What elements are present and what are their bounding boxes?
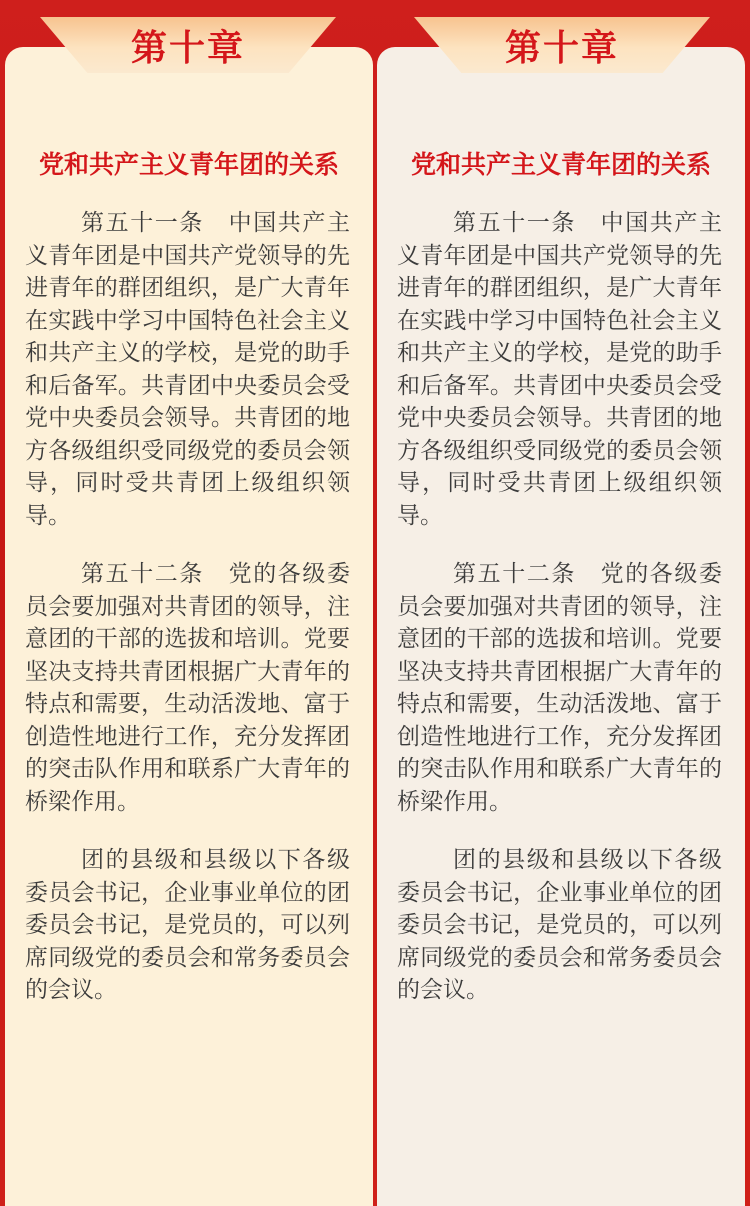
chapter-title: 党和共产主义青年团的关系 [410,150,711,179]
paragraph-article-52: 第五十二条 党的各级委员会要加强对共青团的领导，注意团的干部的选拔和培训。党要坚决支持共青团根据广大青年的特点和需要，生动活泼地、富于创造性地进行工作，充分发挥团的突击队作用和联系广大青年的桥梁作用。 [397,561,722,815]
chapter-tab [414,17,710,73]
paragraph-article-51: 第五十一条 中国共产主义青年团是中国共产党领导的先进青年的群团组织，是广大青年在实践中学习中国特色社会主义和共产主义的学校，是党的助手和后备军。共青团中央委员会受党中央委员会领导。共青团的地方各级组织受同级党的委员会领导，同时受共青团上级组织领导。 [397,210,722,529]
right-panel [377,47,745,1206]
paragraph-article-51: 第五十一条 中国共产主义青年团是中国共产党领导的先进青年的群团组织，是广大青年在实践中学习中国特色社会主义和共产主义的学校，是党的助手和后备军。共青团中央委员会受党中央委员会领导。共青团的地方各级组织受同级党的委员会领导，同时受共青团上级组织领导。 [25,210,350,529]
chapter-label: 第十章 [504,27,619,69]
chapter-body [25,207,350,1033]
chapter-label: 第十章 [130,27,245,69]
chapter-tab [40,17,336,73]
paragraph-county-committee: 团的县级和县级以下各级委员会书记，企业事业单位的团委员会书记，是党员的，可以列席同级党的委员会和常务委员会的会议。 [397,847,722,1003]
chapter-body [397,207,722,1033]
chapter-title: 党和共产主义青年团的关系 [38,150,339,179]
paragraph-article-52: 第五十二条 党的各级委员会要加强对共青团的领导，注意团的干部的选拔和培训。党要坚决支持共青团根据广大青年的特点和需要，生动活泼地、富于创造性地进行工作，充分发挥团的突击队作用和联系广大青年的桥梁作用。 [25,561,350,815]
paragraph-county-committee: 团的县级和县级以下各级委员会书记，企业事业单位的团委员会书记，是党员的，可以列席同级党的委员会和常务委员会的会议。 [25,847,350,1003]
left-panel [5,47,373,1206]
